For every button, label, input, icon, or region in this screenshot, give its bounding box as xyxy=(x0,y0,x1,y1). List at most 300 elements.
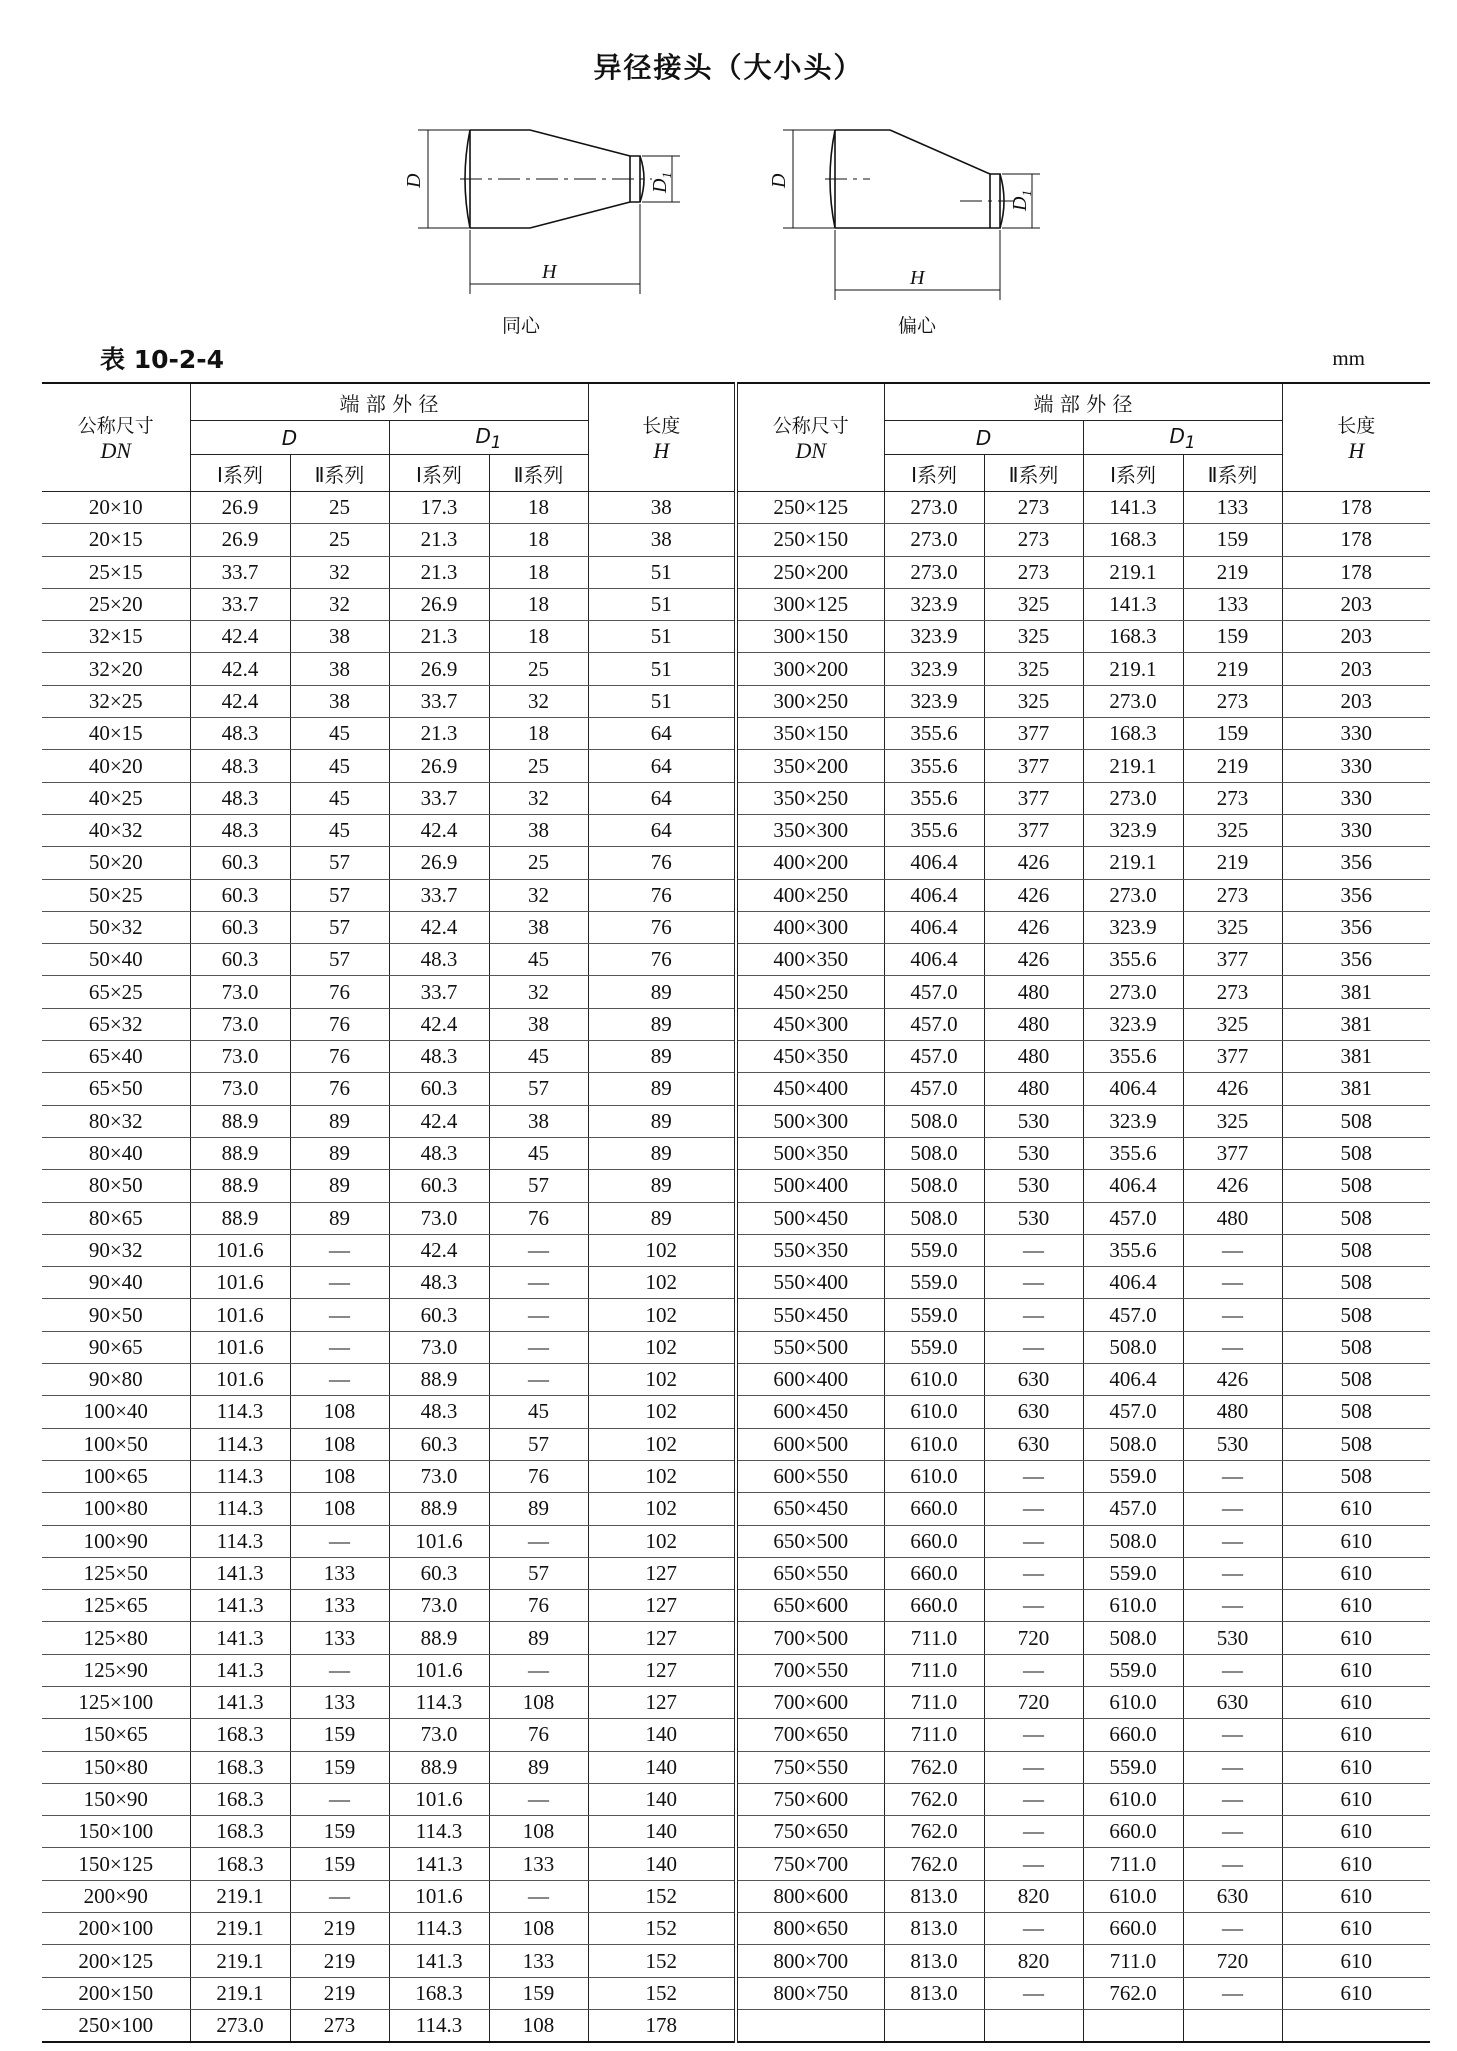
table-cell: 20×10 xyxy=(42,492,190,524)
table-cell: 102 xyxy=(588,1493,736,1525)
table-cell: 720 xyxy=(1183,1945,1282,1977)
table-cell: 73.0 xyxy=(190,1073,290,1105)
table-cell: 108 xyxy=(489,1686,588,1718)
table-cell: 48.3 xyxy=(190,718,290,750)
table-cell: 90×65 xyxy=(42,1331,190,1363)
table-cell: 762.0 xyxy=(884,1816,984,1848)
table-cell: 650×500 xyxy=(736,1525,884,1557)
table-cell: 57 xyxy=(290,879,389,911)
table-cell: — xyxy=(489,1880,588,1912)
table-row xyxy=(42,1105,1430,1137)
table-cell: 610 xyxy=(1282,1783,1430,1815)
table-cell: 381 xyxy=(1282,976,1430,1008)
table-cell xyxy=(1083,2009,1183,2042)
table-cell: 273.0 xyxy=(1083,685,1183,717)
table-cell: 508.0 xyxy=(884,1170,984,1202)
table-cell: 457.0 xyxy=(1083,1396,1183,1428)
table-row xyxy=(42,1299,1430,1331)
table-cell: 610.0 xyxy=(884,1428,984,1460)
table-cell: 42.4 xyxy=(190,685,290,717)
table-cell: 88.9 xyxy=(190,1137,290,1169)
table-cell: 377 xyxy=(984,750,1083,782)
table-cell: 51 xyxy=(588,588,736,620)
table-cell: 127 xyxy=(588,1590,736,1622)
table-cell: 40×20 xyxy=(42,750,190,782)
table-cell: 73.0 xyxy=(389,1202,489,1234)
table-cell: 168.3 xyxy=(1083,524,1183,556)
table-cell: — xyxy=(290,1364,389,1396)
table-cell: 32 xyxy=(290,588,389,620)
table-row xyxy=(42,653,1430,685)
table-cell: 76 xyxy=(290,1008,389,1040)
table-cell: — xyxy=(984,1460,1083,1492)
table-cell: 25 xyxy=(290,524,389,556)
table-cell: 89 xyxy=(489,1493,588,1525)
table-cell: 508.0 xyxy=(1083,1428,1183,1460)
table-cell: 88.9 xyxy=(389,1751,489,1783)
table-cell: — xyxy=(290,1880,389,1912)
table-cell: 159 xyxy=(290,1719,389,1751)
table-cell: — xyxy=(984,1267,1083,1299)
table-cell: 450×400 xyxy=(736,1073,884,1105)
table-cell: — xyxy=(290,1331,389,1363)
table-row xyxy=(42,814,1430,846)
label-d1-concentric: $D_1$ xyxy=(649,172,674,193)
table-cell: 550×400 xyxy=(736,1267,884,1299)
table-cell: 60.3 xyxy=(190,847,290,879)
table-cell: — xyxy=(290,1654,389,1686)
table-cell: 219.1 xyxy=(1083,847,1183,879)
table-cell: 152 xyxy=(588,1945,736,1977)
table-cell: 73.0 xyxy=(190,976,290,1008)
table-cell: 26.9 xyxy=(389,847,489,879)
table-cell: 150×80 xyxy=(42,1751,190,1783)
caption-eccentric: 偏心 xyxy=(898,315,937,337)
table-cell: 100×80 xyxy=(42,1493,190,1525)
label-h-concentric: H xyxy=(542,261,557,283)
table-cell: 101.6 xyxy=(190,1364,290,1396)
table-cell: 57 xyxy=(290,944,389,976)
label-d-concentric: D xyxy=(403,173,425,188)
table-cell: 60.3 xyxy=(190,879,290,911)
table-cell: 356 xyxy=(1282,944,1430,976)
table-cell: 76 xyxy=(588,911,736,943)
page-title: 异径接头（大小头） xyxy=(593,51,864,84)
table-cell: 559.0 xyxy=(884,1331,984,1363)
table-row xyxy=(42,1493,1430,1525)
table-cell: 57 xyxy=(489,1073,588,1105)
table-row xyxy=(42,1945,1430,1977)
table-cell: 750×650 xyxy=(736,1816,884,1848)
table-cell: 500×400 xyxy=(736,1170,884,1202)
table-cell: 300×250 xyxy=(736,685,884,717)
table-cell: 323.9 xyxy=(1083,1105,1183,1137)
table-cell: 325 xyxy=(1183,814,1282,846)
table-row xyxy=(42,879,1430,911)
table-cell: 50×25 xyxy=(42,879,190,911)
dimension-table xyxy=(42,382,1430,2043)
table-cell: — xyxy=(489,1783,588,1815)
table-cell: 203 xyxy=(1282,621,1430,653)
table-cell: 73.0 xyxy=(190,1041,290,1073)
table-cell: — xyxy=(984,1783,1083,1815)
table-cell: 89 xyxy=(290,1137,389,1169)
table-cell: 323.9 xyxy=(1083,1008,1183,1040)
table-cell: 610 xyxy=(1282,1590,1430,1622)
table-cell: 102 xyxy=(588,1428,736,1460)
table-row xyxy=(42,944,1430,976)
table-cell: 630 xyxy=(984,1364,1083,1396)
table-cell: 356 xyxy=(1282,847,1430,879)
table-cell: 800×700 xyxy=(736,1945,884,1977)
table-cell: 480 xyxy=(984,1041,1083,1073)
table-cell: 508 xyxy=(1282,1137,1430,1169)
table-cell xyxy=(1183,2009,1282,2042)
table-cell: 550×500 xyxy=(736,1331,884,1363)
table-cell: 325 xyxy=(984,685,1083,717)
table-cell: 300×150 xyxy=(736,621,884,653)
table-cell: — xyxy=(984,1654,1083,1686)
table-row xyxy=(42,492,1430,524)
table-cell: 76 xyxy=(290,1073,389,1105)
table-cell: 60.3 xyxy=(389,1428,489,1460)
table-row xyxy=(42,1783,1430,1815)
table-row xyxy=(42,1202,1430,1234)
table-cell: 76 xyxy=(588,944,736,976)
table-cell: 610.0 xyxy=(884,1396,984,1428)
table-cell: 42.4 xyxy=(389,911,489,943)
table-cell: 57 xyxy=(489,1557,588,1589)
header-series-1: Ⅰ系列 xyxy=(884,455,984,492)
table-cell: 762.0 xyxy=(884,1783,984,1815)
table-cell: 500×350 xyxy=(736,1137,884,1169)
table-cell: 125×50 xyxy=(42,1557,190,1589)
table-cell: 80×50 xyxy=(42,1170,190,1202)
header-d1-right: $D_1$ xyxy=(1083,421,1282,455)
header-d-left: D xyxy=(190,421,389,455)
table-cell: 89 xyxy=(588,1137,736,1169)
table-cell: 355.6 xyxy=(1083,1137,1183,1169)
table-cell: 150×125 xyxy=(42,1848,190,1880)
table-cell: — xyxy=(1183,1331,1282,1363)
table-cell: 610 xyxy=(1282,1525,1430,1557)
table-row xyxy=(42,782,1430,814)
table-cell: 325 xyxy=(984,621,1083,653)
table-cell: 100×40 xyxy=(42,1396,190,1428)
table-cell: 323.9 xyxy=(1083,814,1183,846)
table-cell: 89 xyxy=(588,1008,736,1040)
table-cell: 559.0 xyxy=(884,1234,984,1266)
table-cell: 610 xyxy=(1282,1751,1430,1783)
table-cell: 150×100 xyxy=(42,1816,190,1848)
table-cell: 508 xyxy=(1282,1331,1430,1363)
table-cell: 45 xyxy=(489,1137,588,1169)
table-cell: 48.3 xyxy=(389,1041,489,1073)
table-cell: 90×40 xyxy=(42,1267,190,1299)
table-cell: 377 xyxy=(984,718,1083,750)
table-cell: 508 xyxy=(1282,1234,1430,1266)
table-row xyxy=(42,1364,1430,1396)
table-cell: — xyxy=(984,1493,1083,1525)
table-cell: 76 xyxy=(489,1202,588,1234)
table-cell: 114.3 xyxy=(190,1493,290,1525)
table-cell: 108 xyxy=(290,1396,389,1428)
table-cell: 38 xyxy=(290,621,389,653)
table-cell: 508 xyxy=(1282,1364,1430,1396)
table-cell: 762.0 xyxy=(884,1751,984,1783)
table-cell: 250×150 xyxy=(736,524,884,556)
table-cell: — xyxy=(984,1590,1083,1622)
table-cell: 720 xyxy=(984,1686,1083,1718)
table-cell: 273.0 xyxy=(884,524,984,556)
table-cell: 330 xyxy=(1282,718,1430,750)
table-cell: 168.3 xyxy=(1083,718,1183,750)
table-cell: 650×550 xyxy=(736,1557,884,1589)
table-cell: 38 xyxy=(489,1105,588,1137)
table-cell: — xyxy=(984,1848,1083,1880)
label-d1-eccentric: $D_1$ xyxy=(1009,190,1034,211)
table-cell: 102 xyxy=(588,1331,736,1363)
table-row xyxy=(42,1622,1430,1654)
table-cell: 48.3 xyxy=(389,1137,489,1169)
table-cell: — xyxy=(1183,1977,1282,2009)
table-row xyxy=(42,1719,1430,1751)
table-cell: 80×65 xyxy=(42,1202,190,1234)
table-cell: 133 xyxy=(489,1848,588,1880)
table-cell: 559.0 xyxy=(884,1299,984,1331)
table-cell: 80×32 xyxy=(42,1105,190,1137)
table-cell: — xyxy=(290,1525,389,1557)
table-cell: — xyxy=(1183,1913,1282,1945)
table-body xyxy=(42,492,1430,2043)
table-cell: 101.6 xyxy=(190,1234,290,1266)
table-cell: 73.0 xyxy=(190,1008,290,1040)
table-cell: 400×300 xyxy=(736,911,884,943)
table-cell: 108 xyxy=(290,1460,389,1492)
table-cell: 159 xyxy=(290,1816,389,1848)
header-length-right: 长度 H xyxy=(1282,383,1430,492)
table-cell: 480 xyxy=(984,976,1083,1008)
table-cell: 51 xyxy=(588,556,736,588)
table-cell: 219 xyxy=(1183,750,1282,782)
table-cell: 660.0 xyxy=(1083,1913,1183,1945)
table-cell: 406.4 xyxy=(1083,1267,1183,1299)
header-series-2: Ⅱ系列 xyxy=(489,455,588,492)
table-cell: — xyxy=(984,1719,1083,1751)
table-cell: 50×32 xyxy=(42,911,190,943)
table-row xyxy=(42,1848,1430,1880)
table-cell: 350×250 xyxy=(736,782,884,814)
table-cell: 406.4 xyxy=(1083,1073,1183,1105)
table-cell: 51 xyxy=(588,685,736,717)
table-cell: 273.0 xyxy=(884,556,984,588)
header-od-left: 端 部 外 径 xyxy=(190,383,588,421)
table-cell: 133 xyxy=(489,1945,588,1977)
table-cell: 426 xyxy=(1183,1073,1282,1105)
table-row xyxy=(42,1460,1430,1492)
table-cell: 813.0 xyxy=(884,1977,984,2009)
table-cell: 141.3 xyxy=(190,1686,290,1718)
table-cell: 660.0 xyxy=(884,1493,984,1525)
table-cell: 330 xyxy=(1282,750,1430,782)
table-cell: — xyxy=(984,1751,1083,1783)
table-cell: 48.3 xyxy=(190,814,290,846)
table-cell: 377 xyxy=(1183,1137,1282,1169)
table-cell: 76 xyxy=(588,847,736,879)
table-cell: 711.0 xyxy=(884,1719,984,1751)
table-cell: 813.0 xyxy=(884,1913,984,1945)
table-cell: 377 xyxy=(984,814,1083,846)
table-cell: 152 xyxy=(588,1977,736,2009)
table-cell: 381 xyxy=(1282,1041,1430,1073)
table-cell: 26.9 xyxy=(389,750,489,782)
table-cell xyxy=(1282,2009,1430,2042)
table-cell: 660.0 xyxy=(1083,1719,1183,1751)
table-cell: 141.3 xyxy=(190,1590,290,1622)
table-row xyxy=(42,1816,1430,1848)
table-cell: 508 xyxy=(1282,1460,1430,1492)
table-cell: 33.7 xyxy=(190,588,290,620)
table-cell: 102 xyxy=(588,1234,736,1266)
table-cell: 80×40 xyxy=(42,1137,190,1169)
table-cell: 610.0 xyxy=(1083,1686,1183,1718)
table-cell: 820 xyxy=(984,1880,1083,1912)
table-cell: 219.1 xyxy=(1083,750,1183,782)
table-cell: 76 xyxy=(489,1590,588,1622)
table-cell: 273.0 xyxy=(1083,976,1183,1008)
table-cell: 88.9 xyxy=(389,1493,489,1525)
table-cell: 133 xyxy=(290,1622,389,1654)
table-cell: 114.3 xyxy=(389,1816,489,1848)
table-cell: 65×32 xyxy=(42,1008,190,1040)
table-cell: 101.6 xyxy=(190,1299,290,1331)
table-cell: 323.9 xyxy=(884,621,984,653)
table-cell: 51 xyxy=(588,653,736,685)
table-row xyxy=(42,911,1430,943)
table-cell: 630 xyxy=(1183,1880,1282,1912)
table-cell: — xyxy=(984,1816,1083,1848)
table-cell: 219.1 xyxy=(190,1880,290,1912)
table-cell: 108 xyxy=(290,1428,389,1460)
table-cell: 141.3 xyxy=(389,1848,489,1880)
table-cell xyxy=(884,2009,984,2042)
table-cell: 377 xyxy=(984,782,1083,814)
table-cell: 273.0 xyxy=(190,2009,290,2042)
table-cell: 17.3 xyxy=(389,492,489,524)
table-cell: 42.4 xyxy=(389,1105,489,1137)
table-cell: 273 xyxy=(1183,976,1282,1008)
table-cell: 600×550 xyxy=(736,1460,884,1492)
table-cell: 101.6 xyxy=(389,1880,489,1912)
table-cell: 330 xyxy=(1282,814,1430,846)
table-cell: 89 xyxy=(588,1170,736,1202)
table-cell: 60.3 xyxy=(190,911,290,943)
table-cell: 508.0 xyxy=(884,1105,984,1137)
table-cell: 450×250 xyxy=(736,976,884,1008)
table-row xyxy=(42,1654,1430,1686)
table-cell: 133 xyxy=(1183,588,1282,620)
table-cell: 32 xyxy=(489,782,588,814)
table-cell: 38 xyxy=(489,814,588,846)
table-cell: — xyxy=(984,1234,1083,1266)
table-cell: — xyxy=(1183,1557,1282,1589)
table-cell: 26.9 xyxy=(389,653,489,685)
table-cell: 45 xyxy=(489,1041,588,1073)
table-cell: 300×125 xyxy=(736,588,884,620)
table-cell: 508.0 xyxy=(884,1137,984,1169)
table-cell: 630 xyxy=(984,1428,1083,1460)
table-cell: 530 xyxy=(984,1202,1083,1234)
table-cell: 350×300 xyxy=(736,814,884,846)
table-cell: 20×15 xyxy=(42,524,190,556)
table-cell: 38 xyxy=(290,653,389,685)
table-cell: 133 xyxy=(290,1557,389,1589)
table-cell: 630 xyxy=(984,1396,1083,1428)
table-cell: 168.3 xyxy=(190,1719,290,1751)
table-cell: 45 xyxy=(489,944,588,976)
table-cell: 508 xyxy=(1282,1428,1430,1460)
table-cell: 50×40 xyxy=(42,944,190,976)
table-cell: 150×65 xyxy=(42,1719,190,1751)
table-cell: 219.1 xyxy=(190,1945,290,1977)
table-cell: 26.9 xyxy=(190,524,290,556)
table-cell: 550×350 xyxy=(736,1234,884,1266)
table-row xyxy=(42,1041,1430,1073)
table-cell: 133 xyxy=(1183,492,1282,524)
table-cell: 720 xyxy=(984,1622,1083,1654)
table-cell: 101.6 xyxy=(190,1331,290,1363)
table-cell: 820 xyxy=(984,1945,1083,1977)
table-cell: — xyxy=(489,1299,588,1331)
unit-label: mm xyxy=(1332,346,1365,370)
table-cell: 102 xyxy=(588,1299,736,1331)
table-cell: 45 xyxy=(290,718,389,750)
table-cell: — xyxy=(290,1267,389,1299)
table-cell: 355.6 xyxy=(1083,944,1183,976)
table-cell: 18 xyxy=(489,718,588,750)
table-cell: 25×15 xyxy=(42,556,190,588)
table-cell: — xyxy=(1183,1751,1282,1783)
table-cell: 89 xyxy=(588,1073,736,1105)
table-cell: — xyxy=(489,1654,588,1686)
table-cell: 178 xyxy=(588,2009,736,2042)
table-row xyxy=(42,1331,1430,1363)
table-cell: 48.3 xyxy=(389,944,489,976)
table-row xyxy=(42,1590,1430,1622)
header-series-2: Ⅱ系列 xyxy=(290,455,389,492)
table-cell: 250×125 xyxy=(736,492,884,524)
table-cell: 508.0 xyxy=(884,1202,984,1234)
table-cell: 141.3 xyxy=(389,1945,489,1977)
table-row xyxy=(42,1428,1430,1460)
table-cell: — xyxy=(489,1364,588,1396)
table-cell: 700×600 xyxy=(736,1686,884,1718)
table-cell: 650×600 xyxy=(736,1590,884,1622)
table-cell: 168.3 xyxy=(1083,621,1183,653)
header-series-1: Ⅰ系列 xyxy=(190,455,290,492)
table-cell: — xyxy=(984,1525,1083,1557)
table-cell: 48.3 xyxy=(389,1267,489,1299)
table-row xyxy=(42,1880,1430,1912)
table-cell: 610.0 xyxy=(884,1364,984,1396)
table-row xyxy=(42,1913,1430,1945)
table-cell: 450×350 xyxy=(736,1041,884,1073)
table-cell: 610 xyxy=(1282,1557,1430,1589)
table-cell: 219.1 xyxy=(190,1977,290,2009)
table-cell: 60.3 xyxy=(190,944,290,976)
table-cell: 457.0 xyxy=(1083,1493,1183,1525)
table-cell: 406.4 xyxy=(884,847,984,879)
